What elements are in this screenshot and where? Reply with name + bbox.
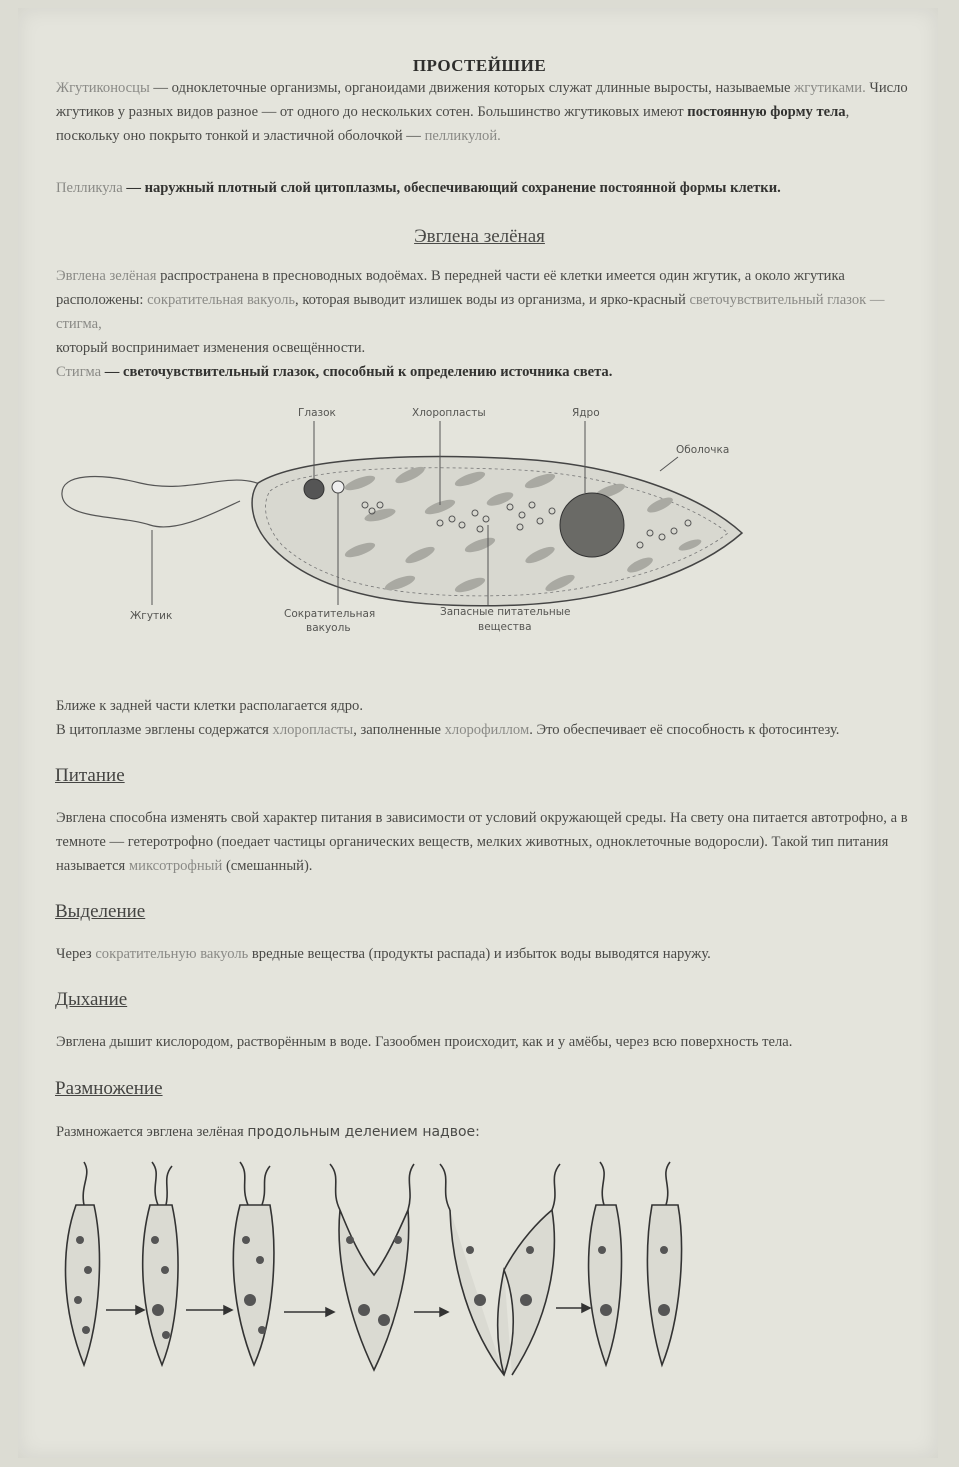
label-membrane: Оболочка: [676, 444, 730, 456]
euglena-body: [252, 457, 742, 606]
label-chloroplasts: Хлоропласты: [412, 407, 486, 419]
label-flagellum: Жгутик: [130, 610, 173, 622]
nutrition-paragraph: Эвглена способна изменять свой характер питания в зависимости от условий окружающей среды. На свету она питается автотрофно, а в темноте — гетеротрофно (поедает частицы органических веществ, мелких животных, одноклеточные водоросли). Такой тип питания называется миксотрофный (смешанный).: [56, 810, 908, 874]
label-nucleus: Ядро: [572, 407, 600, 419]
section-heading-respiration: Дыхание: [55, 989, 128, 1010]
label-vacuole-line2: вакуоль: [306, 622, 351, 634]
section-heading-reproduction: Размножение: [55, 1078, 163, 1099]
term-flagellates: Жгутиконосцы: [56, 80, 150, 96]
intro-paragraph: Жгутиконосцы — одноклеточные организмы, органоидами движения которых служат длинные выросты, называемые жгутиками. Число жгутиков у разных видов разное — от одного до нескольких сотен. Большинство жгутиковых имеют постоянную форму тела, поскольку оно покрыто тонкой и эластичной оболочкой — пелликулой.: [56, 80, 908, 144]
pellicle-definition: Пелликула — наружный плотный слой цитоплазмы, обеспечивающий сохранение постоянной формы клетки.: [56, 180, 781, 196]
contractile-vacuole: [332, 481, 344, 493]
stage-1: [66, 1162, 100, 1365]
section-heading-excretion: Выделение: [55, 901, 146, 922]
flagellum-line: [62, 477, 262, 527]
page-title: ПРОСТЕЙШИЕ: [412, 56, 547, 75]
section-heading-euglena: Эвглена зелёная: [414, 226, 545, 247]
stage-4: [330, 1164, 414, 1370]
euglena-diagram: [0, 395, 959, 645]
section-heading-nutrition: Питание: [55, 765, 125, 786]
stage-5: [440, 1164, 560, 1375]
label-eyespot: Глазок: [298, 407, 336, 419]
respiration-paragraph: Эвглена дышит кислородом, растворённым в воде. Газообмен происходит, как и у амёбы, через всю поверхность тела.: [56, 1034, 793, 1050]
eyespot: [304, 479, 324, 499]
stage-3: [233, 1162, 274, 1365]
reproduction-paragraph: Размножается эвглена зелёная продольным делением надвое:: [56, 1124, 480, 1140]
nucleus-paragraph: Ближе к задней части клетки располагается ядро. В цитоплазме эвглены содержатся хлоропласты, заполненные хлорофиллом. Это обеспечивает её способность к фотосинтезу.: [56, 698, 840, 738]
label-reserve-line2: вещества: [478, 621, 532, 633]
excretion-paragraph: Через сократительную вакуоль вредные вещества (продукты распада) и избыток воды выводятся наружу.: [56, 946, 711, 962]
label-vacuole-line1: Сократительная: [284, 608, 376, 620]
nucleus: [560, 493, 624, 557]
stigma-definition: Стигма — светочувствительный глазок, способный к определению источника света.: [56, 364, 613, 380]
euglena-paragraph: Эвглена зелёная распространена в пресноводных водоёмах. В передней части её клетки имеется один жгутик, а около жгутика расположены: сократительная вакуоль, которая выводит излишек воды из организма, и ярко-красный светочувствительный глазок — стигма, который воспринимает изменения освещённости.: [56, 268, 885, 356]
stage-6-right: [647, 1162, 681, 1365]
stage-6-left: [589, 1162, 622, 1365]
stage-2: [143, 1162, 178, 1365]
label-reserve-line1: Запасные питательные: [440, 606, 571, 618]
division-stages-illustration: [0, 1160, 959, 1390]
